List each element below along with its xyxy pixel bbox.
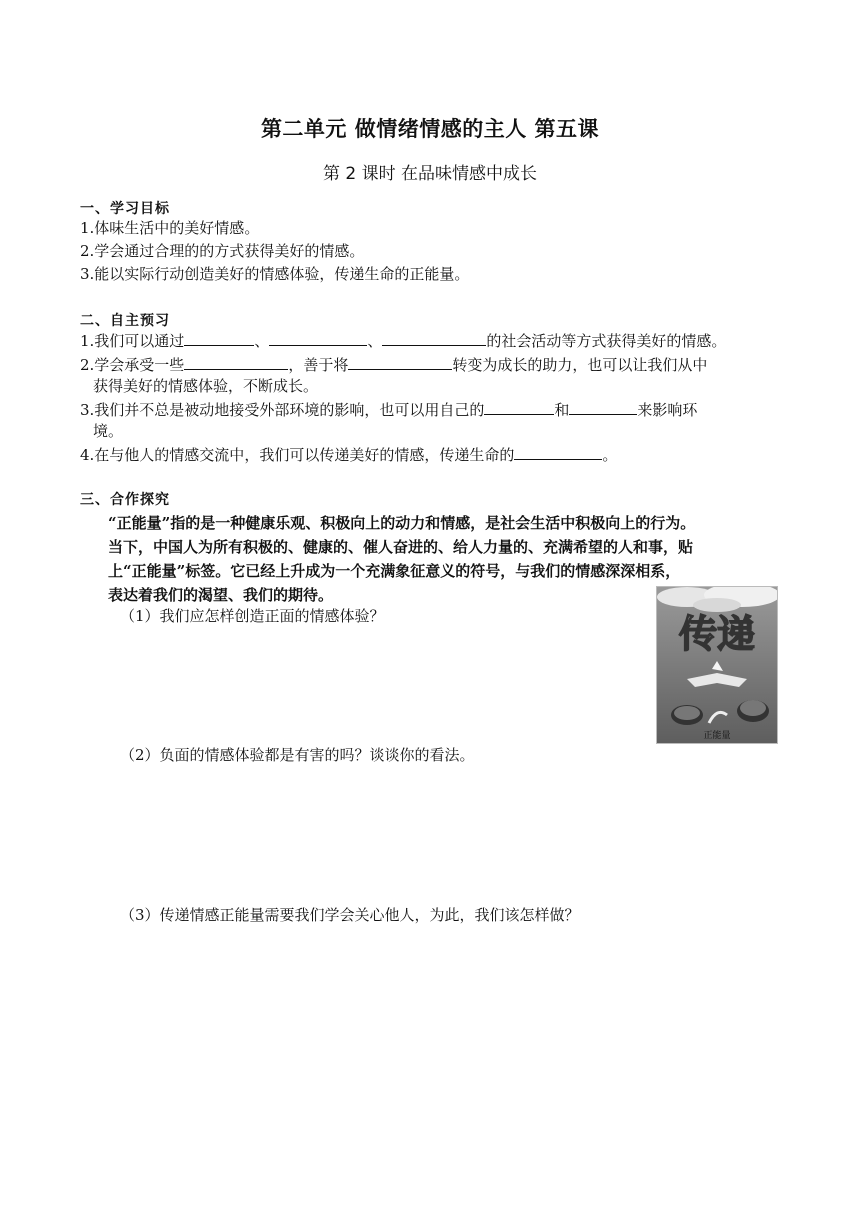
page-title: 第二单元 做情绪情感的主人 第五课: [260, 117, 600, 141]
section-heading-explore: 三、合作探究: [80, 492, 170, 508]
illustration-graphic: [657, 587, 777, 743]
preview-text: 3.我们并不总是被动地接受外部环境的影响，也可以用自己的: [80, 401, 485, 419]
intro-paragraph-line: 上“正能量”标签。它已经上升成为一个充满象征意义的符号，与我们的情感深深相系，: [108, 562, 681, 580]
preview-text: 1.我们可以通过: [80, 332, 185, 350]
intro-paragraph-line: 表达着我们的渴望、我们的期待。: [108, 586, 334, 604]
preview-text: 和: [554, 401, 570, 419]
goal-item: 2.学会通过合理的的方式获得美好的情感。: [80, 242, 365, 260]
answer-blank[interactable]: [348, 354, 452, 370]
preview-text: 。: [602, 446, 618, 464]
answer-blank[interactable]: [184, 330, 254, 346]
preview-item-1: [80, 330, 726, 352]
illustration-caption: 正能量: [703, 731, 731, 741]
illustration-title: 传递: [678, 612, 756, 656]
preview-item-2: [80, 354, 707, 376]
preview-text: 4.在与他人的情感交流中，我们可以传递美好的情感，传递生命的: [80, 446, 515, 464]
question-3: （3）传递情感正能量需要我们学会关心他人，为此，我们该怎样做？: [120, 906, 580, 924]
preview-text: 、: [254, 332, 270, 350]
intro-paragraph-line: “正能量”指的是一种健康乐观、积极向上的动力和情感，是社会生活中积极向上的行为。: [108, 514, 696, 532]
page-subtitle: 第 2 课时 在品味情感中成长: [322, 164, 538, 184]
intro-paragraph-line: 当下，中国人为所有积极的、健康的、催人奋进的、给人力量的、充满希望的人和事，贴: [108, 538, 694, 556]
section-heading-preview: 二、自主预习: [80, 313, 170, 329]
answer-blank[interactable]: [184, 354, 288, 370]
preview-item-4: [80, 444, 617, 466]
answer-blank[interactable]: [569, 399, 637, 415]
goal-item: 3.能以实际行动创造美好的情感体验，传递生命的正能量。: [80, 265, 470, 283]
preview-item-3: [80, 399, 697, 421]
preview-text: 、: [367, 332, 383, 350]
question-1: （1）我们应怎样创造正面的情感体验？: [120, 607, 385, 625]
preview-text: 的社会活动等方式获得美好的情感。: [486, 332, 727, 350]
section-heading-goals: 一、学习目标: [80, 201, 170, 217]
answer-blank[interactable]: [382, 330, 486, 346]
answer-blank[interactable]: [514, 444, 602, 460]
answer-blank[interactable]: [484, 399, 554, 415]
preview-text: ，善于将: [288, 356, 349, 374]
preview-text: 转变为成长的助力，也可以让我们从中: [452, 356, 708, 374]
positive-energy-illustration: [656, 586, 778, 744]
preview-text: 来影响环: [637, 401, 698, 419]
preview-text: 2.学会承受一些: [80, 356, 185, 374]
goal-item: 1.体味生活中的美好情感。: [80, 219, 260, 237]
preview-item-3-cont: 境。: [93, 422, 124, 440]
preview-item-2-cont: 获得美好的情感体验，不断成长。: [93, 377, 319, 395]
answer-blank[interactable]: [269, 330, 367, 346]
question-2: （2）负面的情感体验都是有害的吗？谈谈你的看法。: [120, 746, 475, 764]
